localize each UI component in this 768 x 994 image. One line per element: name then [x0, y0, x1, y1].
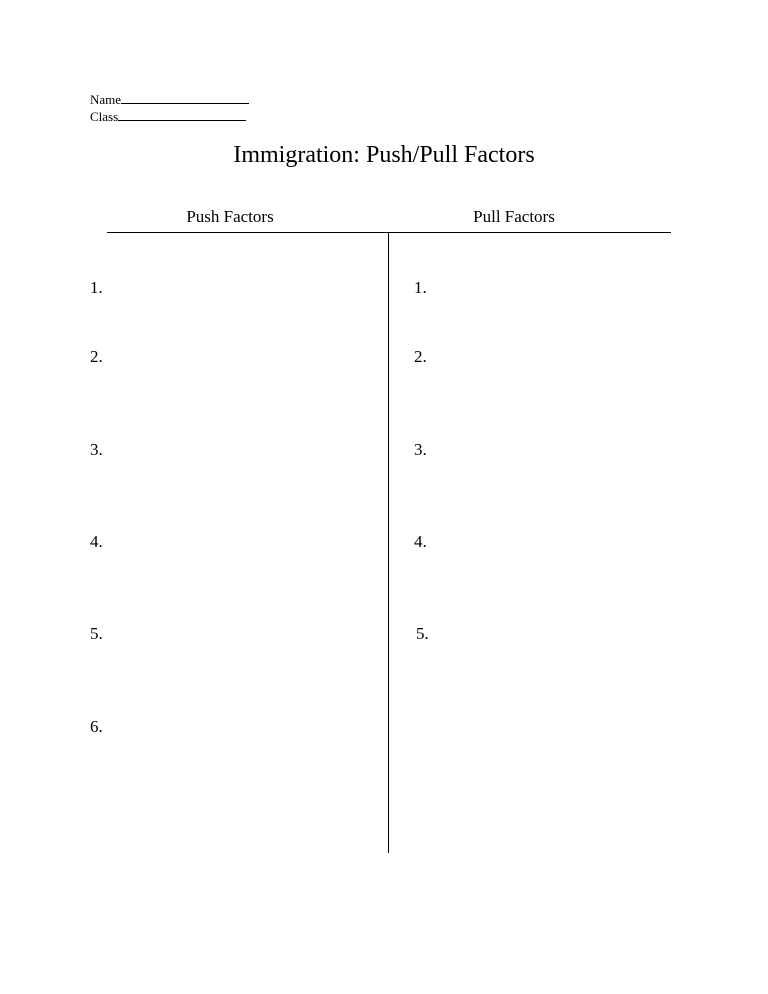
name-field-row [90, 91, 249, 108]
push-item-3: 3. [90, 440, 103, 459]
pull-item-1: 1. [414, 278, 427, 297]
pull-item-2: 2. [414, 347, 427, 366]
push-item-1: 1. [90, 278, 103, 297]
column-divider [388, 232, 389, 853]
pull-item-5: 5. [416, 624, 429, 643]
pull-factors-heading: Pull Factors [473, 207, 555, 226]
push-item-5: 5. [90, 624, 103, 643]
push-item-6: 6. [90, 717, 103, 736]
push-factors-heading: Push Factors [186, 207, 274, 226]
pull-item-3: 3. [414, 440, 427, 459]
class-blank-line[interactable] [118, 108, 246, 121]
name-blank-line[interactable] [121, 91, 249, 104]
page-title: Immigration: Push/Pull Factors [233, 142, 535, 168]
push-item-4: 4. [90, 532, 103, 551]
class-field-row [90, 108, 246, 125]
name-label: Name [90, 92, 122, 107]
table-header-rule [107, 232, 671, 233]
push-item-2: 2. [90, 347, 103, 366]
pull-item-4: 4. [414, 532, 427, 551]
class-label: Class [90, 109, 119, 124]
